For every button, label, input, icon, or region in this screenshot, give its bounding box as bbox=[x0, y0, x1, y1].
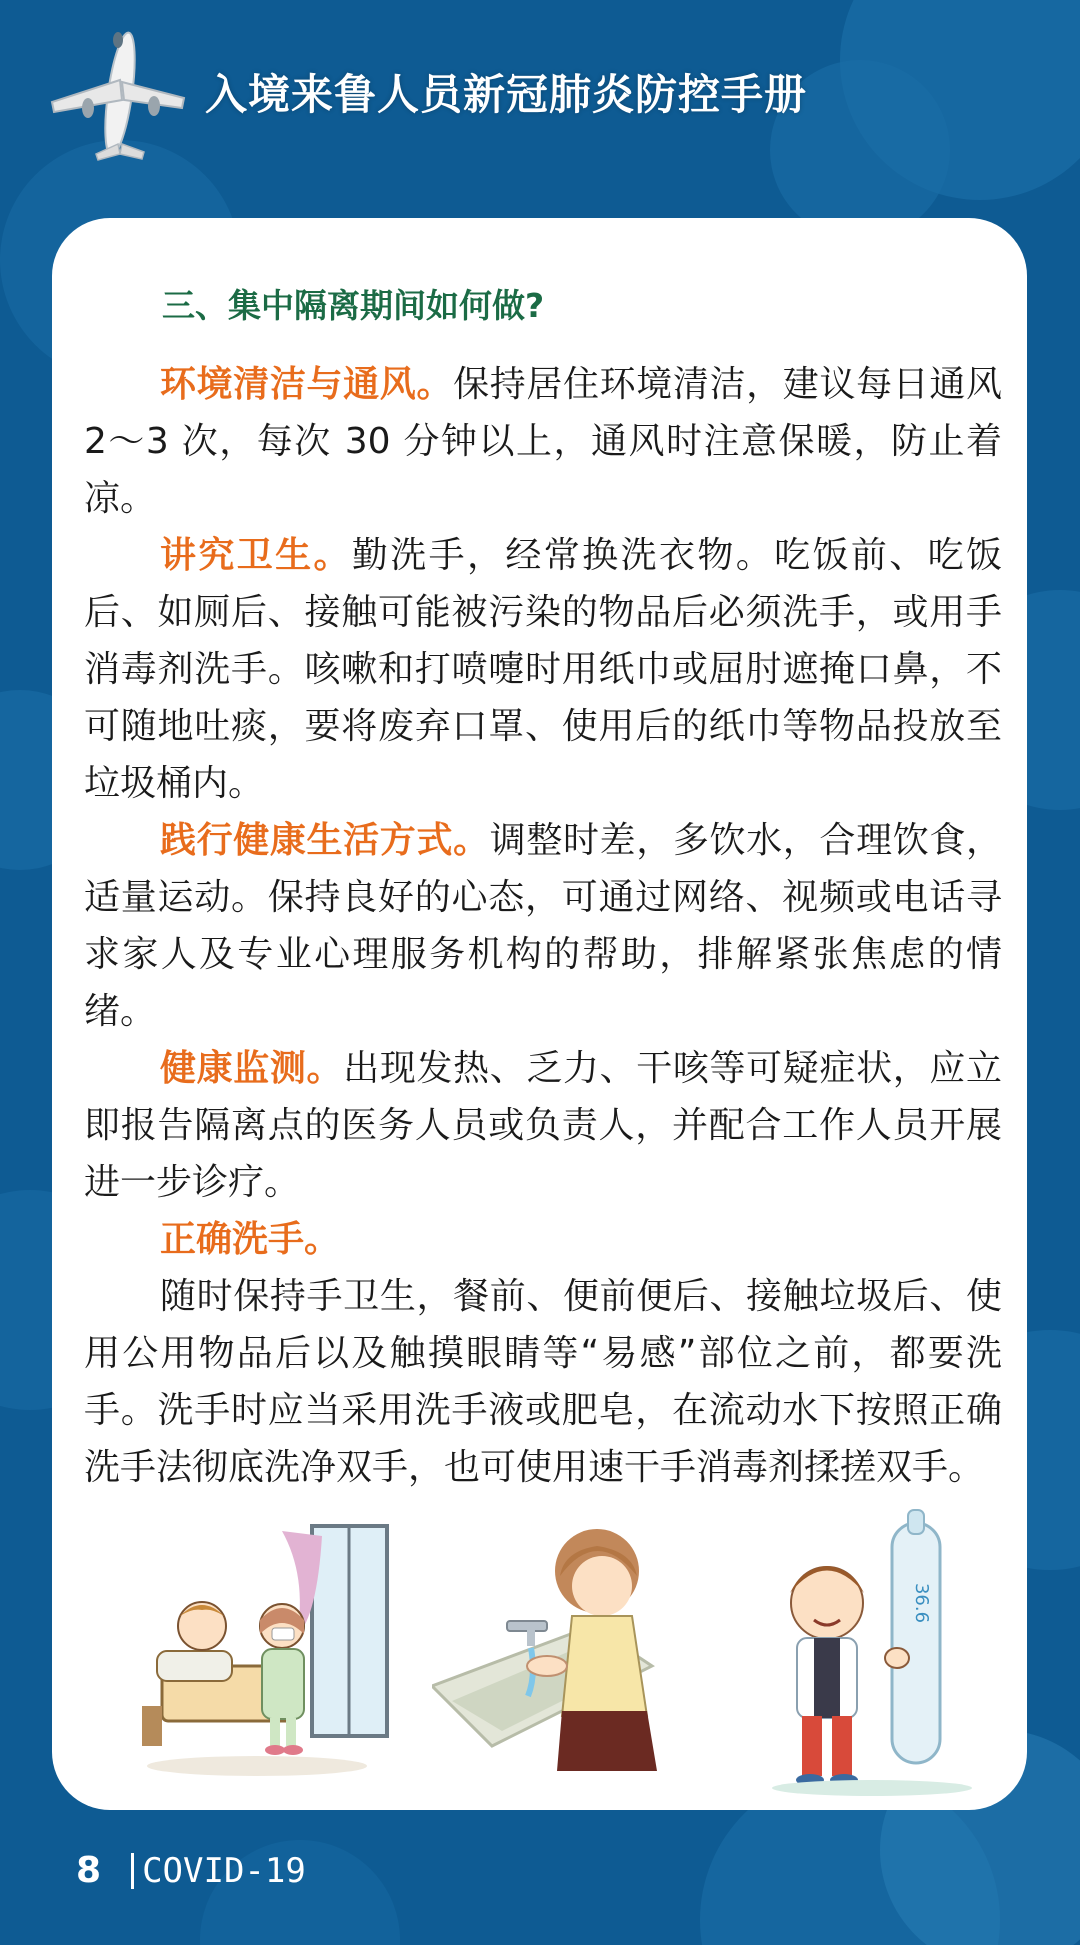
paragraph-handwashing bbox=[84, 1268, 1002, 1496]
footer-divider bbox=[131, 1853, 134, 1889]
paragraph-ventilation bbox=[84, 356, 1002, 527]
footer bbox=[76, 1850, 306, 1891]
handwashing-illustration bbox=[432, 1516, 702, 1781]
paragraph-lifestyle bbox=[84, 812, 1002, 1040]
footer-label: COVID-19 bbox=[142, 1850, 306, 1891]
paragraph-lead: 环境清洁与通风。 bbox=[160, 364, 454, 405]
body-text bbox=[84, 356, 1002, 1496]
paragraph-hygiene bbox=[84, 527, 1002, 812]
paragraph-text: 勤洗手，经常换洗衣物。吃饭前、吃饭后、如厕后、接触可能被污染的物品后必须洗手，或用手消毒剂洗手。咳嗽和打喷嚏时用纸巾或屈肘遮掩口鼻，不可随地吐痰，要将废弃口罩、使用后的纸巾等物品投放至垃圾桶内。 bbox=[84, 535, 1002, 804]
thermometer-reading: 36.6 bbox=[911, 1582, 932, 1624]
airplane-icon bbox=[48, 22, 188, 167]
thermometer-illustration bbox=[752, 1508, 992, 1798]
paragraph-text: 保持居住环境清洁，建议每日通风 2～3 次，每次 30 分钟以上，通风时注意保暖，防止着凉。 bbox=[84, 364, 1002, 519]
paragraph-handwashing-title bbox=[84, 1211, 1002, 1268]
paragraph-text: 出现发热、乏力、干咳等可疑症状，应立即报告隔离点的医务人员或负责人，并配合工作人员开展进一步诊疗。 bbox=[84, 1048, 1002, 1203]
ventilation-illustration bbox=[132, 1516, 392, 1781]
paragraph-lead: 践行健康生活方式。 bbox=[160, 820, 490, 861]
page-title: 入境来鲁人员新冠肺炎防控手册 bbox=[205, 70, 808, 119]
content-card bbox=[52, 218, 1027, 1810]
header bbox=[0, 0, 1080, 200]
paragraph-lead: 正确洗手。 bbox=[160, 1219, 341, 1260]
paragraph-lead: 讲究卫生。 bbox=[160, 535, 352, 576]
paragraph-lead: 健康监测。 bbox=[160, 1048, 344, 1089]
section-heading: 三、集中隔离期间如何做? bbox=[162, 286, 545, 325]
page-number: 8 bbox=[76, 1850, 102, 1891]
paragraph-monitoring bbox=[84, 1040, 1002, 1211]
paragraph-text: 随时保持手卫生，餐前、便前便后、接触垃圾后、使用公用物品后以及触摸眼睛等“易感”部位之前，都要洗手。洗手时应当采用洗手液或肥皂，在流动水下按照正确洗手法彻底洗净双手，也可使用速干手消毒剂揉搓双手。 bbox=[84, 1276, 1002, 1488]
paragraph-text: 调整时差，多饮水，合理饮食，适量运动。保持良好的心态，可通过网络、视频或电话寻求家人及专业心理服务机构的帮助，排解紧张焦虑的情绪。 bbox=[84, 820, 1002, 1032]
